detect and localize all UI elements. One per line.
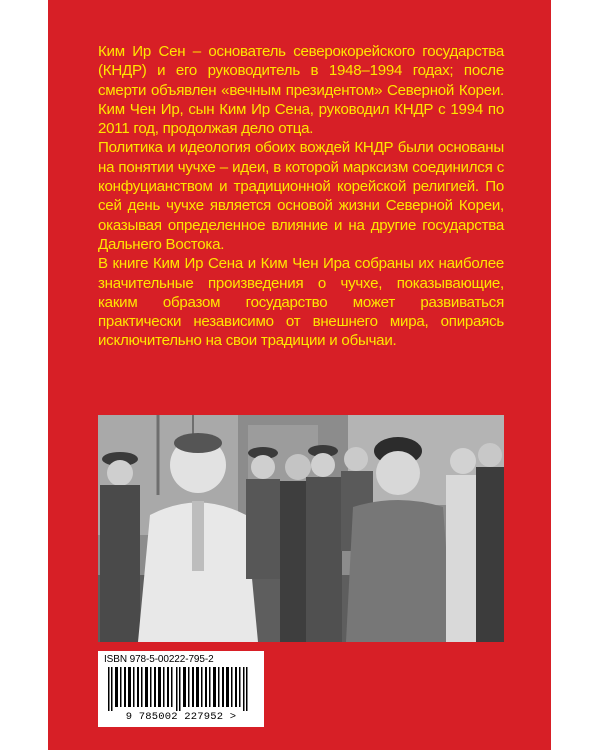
- barcode-digits: 9 785002 227952 >: [125, 711, 237, 723]
- paragraph-2: Политика и идеология обоих вождей КНДР были основаны на понятии чучхе – идеи, в которой марксизм соединился с конфуцианством и традиционной корейской религией. По сей день чучхе является основой жизни Северной Кореи, оказывая определенное влияние и на другие государства Дальнего Востока.: [98, 139, 504, 253]
- paragraph-1: Ким Ир Сен – основатель северокорейского государства (КНДР) и его руководитель в 1948–1994 годах; после смерти объявлен «вечным президентом» Северной Кореи. Ким Чен Ир, сын Ким Ир Сена, руководил КНДР с 1994 по 2011 год, продолжая дело отца.: [98, 43, 504, 138]
- paragraph-3: В книге Ким Ир Сена и Ким Чен Ира собраны их наиболее значительные произведения о чучхе, показывающие, каким образом государство может развиваться практически независимо от внешнего мира, опираясь исключительно на свои традиции и обычаи.: [98, 255, 504, 350]
- photo-illustration: [98, 415, 504, 642]
- annotation-text: [98, 42, 504, 351]
- barcode-panel: [98, 651, 264, 727]
- isbn-label: ISBN 978-5-00222-795-2: [104, 654, 214, 665]
- barcode-bars: [106, 667, 256, 711]
- group-photo: [98, 415, 504, 642]
- book-back-cover: [48, 0, 551, 750]
